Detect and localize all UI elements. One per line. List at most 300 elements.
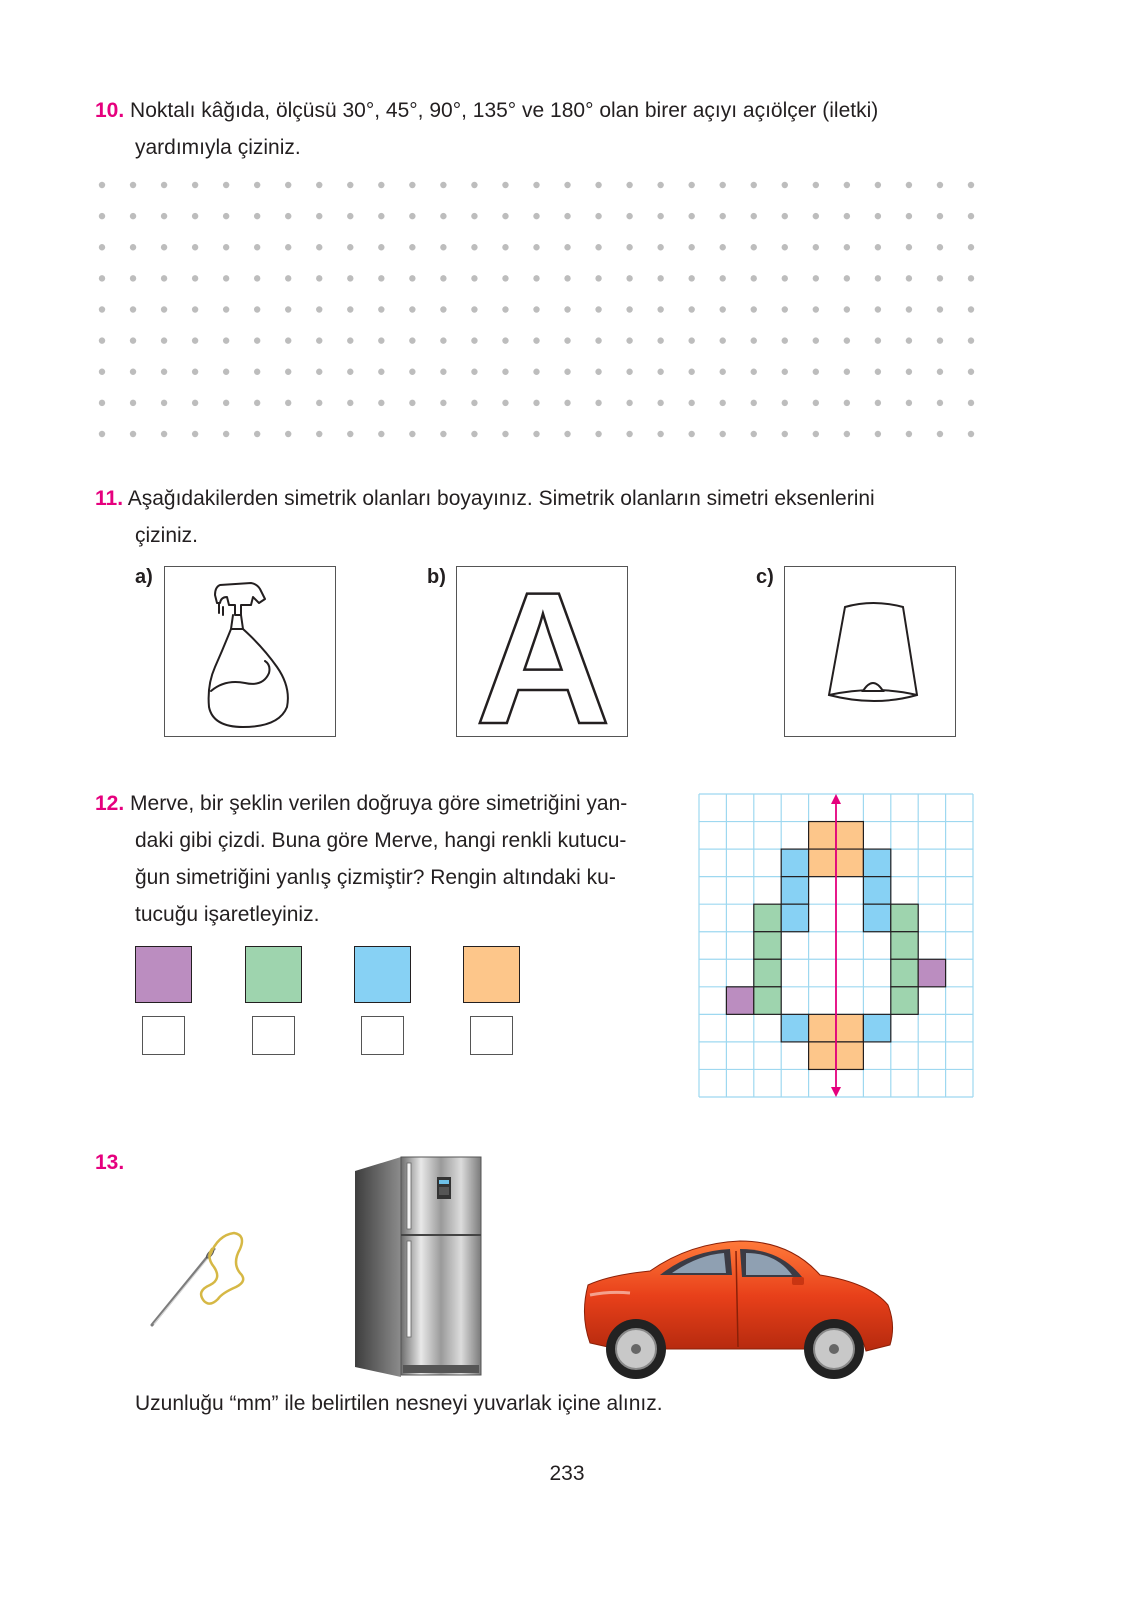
dot <box>502 244 508 250</box>
dot <box>161 213 167 219</box>
dot <box>968 400 974 406</box>
grid-cell-orange <box>809 1042 836 1070</box>
grid-cell-green <box>891 959 918 987</box>
dot <box>564 306 570 312</box>
dot <box>937 306 943 312</box>
checkbox-purple[interactable] <box>142 1016 185 1055</box>
dot <box>844 400 850 406</box>
option-a-label: a) <box>135 566 153 588</box>
dot <box>906 275 912 281</box>
dot <box>626 431 632 437</box>
dot <box>688 431 694 437</box>
dot <box>223 306 229 312</box>
dot <box>316 244 322 250</box>
swatch-green <box>245 946 302 1003</box>
dot <box>192 337 198 343</box>
dot <box>471 431 477 437</box>
dot <box>782 400 788 406</box>
dot <box>813 369 819 375</box>
dot <box>161 306 167 312</box>
dot <box>844 306 850 312</box>
dot <box>657 244 663 250</box>
dot <box>844 275 850 281</box>
swatch-purple <box>135 946 192 1003</box>
dot <box>471 182 477 188</box>
dot <box>285 431 291 437</box>
dot <box>844 244 850 250</box>
dot <box>937 275 943 281</box>
dot <box>254 275 260 281</box>
dot <box>161 275 167 281</box>
dot <box>409 244 415 250</box>
dot <box>906 182 912 188</box>
dot <box>720 369 726 375</box>
dot <box>688 337 694 343</box>
dot <box>564 182 570 188</box>
dot <box>968 337 974 343</box>
grid-cell-green <box>891 987 918 1015</box>
dot <box>347 244 353 250</box>
dot <box>657 337 663 343</box>
dot <box>875 244 881 250</box>
dot <box>720 275 726 281</box>
dot <box>688 369 694 375</box>
q12-line3: ğun simetriğini yanlış çizmiştir? Rengin altındaki ku- <box>135 866 616 889</box>
dot <box>906 306 912 312</box>
q10-number: 10. <box>95 99 125 122</box>
dot <box>751 431 757 437</box>
dot <box>130 369 136 375</box>
dot <box>751 337 757 343</box>
dot <box>906 244 912 250</box>
dot <box>99 400 105 406</box>
refrigerator-icon[interactable] <box>355 1155 483 1380</box>
dot <box>720 244 726 250</box>
dot <box>502 306 508 312</box>
dot <box>502 431 508 437</box>
dot <box>130 244 136 250</box>
grid-cell-green <box>754 959 781 987</box>
dot <box>657 275 663 281</box>
dot <box>813 182 819 188</box>
dot <box>626 369 632 375</box>
dot <box>844 182 850 188</box>
q11-header <box>95 480 875 517</box>
dot <box>782 369 788 375</box>
dot <box>409 182 415 188</box>
dot <box>968 244 974 250</box>
dot <box>502 369 508 375</box>
dot <box>378 431 384 437</box>
dot <box>223 182 229 188</box>
dot <box>347 337 353 343</box>
dot <box>813 244 819 250</box>
dot <box>99 275 105 281</box>
grid-cell-orange <box>809 1014 836 1042</box>
dot <box>937 213 943 219</box>
dot <box>564 369 570 375</box>
dot <box>782 337 788 343</box>
dot <box>378 275 384 281</box>
dot <box>223 244 229 250</box>
dot <box>906 369 912 375</box>
dot <box>968 182 974 188</box>
dot <box>130 431 136 437</box>
dot <box>720 306 726 312</box>
option-b-label: b) <box>427 566 446 588</box>
dot <box>285 306 291 312</box>
dot <box>720 182 726 188</box>
dot <box>347 306 353 312</box>
dot <box>440 213 446 219</box>
red-car-icon[interactable] <box>580 1235 898 1385</box>
dot <box>316 182 322 188</box>
dot <box>688 244 694 250</box>
dot <box>626 213 632 219</box>
grid-cell-orange <box>836 849 863 877</box>
dot <box>751 213 757 219</box>
dot <box>378 369 384 375</box>
grid-cell-orange <box>809 849 836 877</box>
dot <box>316 431 322 437</box>
dot <box>502 337 508 343</box>
dot <box>844 431 850 437</box>
dot <box>99 213 105 219</box>
dot <box>502 275 508 281</box>
dot <box>192 306 198 312</box>
dot <box>657 369 663 375</box>
dot <box>720 213 726 219</box>
dot <box>782 213 788 219</box>
dot <box>347 275 353 281</box>
dot <box>378 182 384 188</box>
dot <box>409 369 415 375</box>
dot <box>906 431 912 437</box>
dot <box>782 431 788 437</box>
dot <box>626 275 632 281</box>
dot <box>968 369 974 375</box>
dot <box>906 337 912 343</box>
dot <box>626 182 632 188</box>
q13-number: 13. <box>95 1151 125 1174</box>
dot <box>782 244 788 250</box>
dot <box>688 213 694 219</box>
dot <box>254 182 260 188</box>
dot <box>471 400 477 406</box>
dot <box>161 182 167 188</box>
dot <box>751 306 757 312</box>
dot <box>968 306 974 312</box>
dot <box>937 400 943 406</box>
dot <box>316 306 322 312</box>
dot <box>192 431 198 437</box>
dot <box>564 431 570 437</box>
dot <box>720 431 726 437</box>
dot <box>875 306 881 312</box>
dot <box>409 337 415 343</box>
dot <box>844 213 850 219</box>
dot <box>254 306 260 312</box>
dot <box>440 400 446 406</box>
grid-cell-orange <box>836 822 863 850</box>
dot <box>595 337 601 343</box>
dot <box>595 244 601 250</box>
dot <box>875 400 881 406</box>
dot <box>564 275 570 281</box>
dot <box>99 182 105 188</box>
q12-number: 12. <box>95 792 125 815</box>
q11-text-line1: Aşağıdakilerden simetrik olanları boyayınız. Simetrik olanların simetri eksenlerini <box>127 487 875 510</box>
dot <box>378 244 384 250</box>
dot <box>192 244 198 250</box>
dot <box>378 306 384 312</box>
dot <box>254 337 260 343</box>
dot <box>130 213 136 219</box>
dot <box>875 337 881 343</box>
dot <box>502 182 508 188</box>
dot <box>409 275 415 281</box>
option-c-frame[interactable] <box>784 566 956 737</box>
dot <box>161 400 167 406</box>
swatch-orange <box>463 946 520 1003</box>
dot <box>813 275 819 281</box>
dot <box>130 182 136 188</box>
dot <box>316 337 322 343</box>
dot <box>626 244 632 250</box>
dot <box>937 369 943 375</box>
dot <box>130 275 136 281</box>
dot <box>285 400 291 406</box>
dot <box>720 337 726 343</box>
dot <box>844 369 850 375</box>
dot <box>378 337 384 343</box>
q12-line4: tucuğu işaretleyiniz. <box>135 903 320 926</box>
grid-cell-blue <box>863 1014 890 1042</box>
dot <box>161 369 167 375</box>
dot <box>595 431 601 437</box>
dot <box>223 275 229 281</box>
dot <box>471 213 477 219</box>
dot <box>782 182 788 188</box>
grid-cell-blue <box>863 904 890 932</box>
dot <box>688 275 694 281</box>
dot <box>813 400 819 406</box>
dot <box>595 182 601 188</box>
dot <box>564 337 570 343</box>
grid-cell-purple <box>726 987 753 1015</box>
dot <box>657 213 663 219</box>
q12-line1: 12. Merve, bir şeklin verilen doğruya göre simetriğini yan- <box>95 792 628 815</box>
needle-thread-icon[interactable] <box>148 1225 258 1335</box>
option-a-frame[interactable] <box>164 566 336 737</box>
dot <box>595 306 601 312</box>
dot <box>751 369 757 375</box>
dot <box>223 431 229 437</box>
dot <box>316 400 322 406</box>
dot <box>285 337 291 343</box>
dot <box>254 369 260 375</box>
dot <box>626 337 632 343</box>
dot <box>502 400 508 406</box>
option-c-label: c) <box>756 566 774 588</box>
dot <box>192 182 198 188</box>
dot <box>254 431 260 437</box>
dot <box>751 275 757 281</box>
dot <box>595 275 601 281</box>
dot <box>440 182 446 188</box>
grid-cell-blue <box>863 877 890 905</box>
checkbox-orange[interactable] <box>470 1016 513 1055</box>
dot <box>161 244 167 250</box>
dot <box>533 337 539 343</box>
grid-cell-blue <box>863 849 890 877</box>
option-b-frame[interactable] <box>456 553 628 763</box>
q11-number: 11. <box>95 487 124 510</box>
dot <box>657 182 663 188</box>
dot <box>378 400 384 406</box>
dot <box>751 400 757 406</box>
dot <box>285 182 291 188</box>
q12-text <box>95 785 685 933</box>
dot <box>409 213 415 219</box>
grid-cell-green <box>891 932 918 960</box>
dot <box>688 306 694 312</box>
dot <box>347 213 353 219</box>
grid-cell-green <box>754 987 781 1015</box>
spray-bottle-icon <box>165 567 337 738</box>
dot <box>533 213 539 219</box>
dot <box>99 306 105 312</box>
dot <box>223 369 229 375</box>
dot <box>813 337 819 343</box>
grid-cell-blue <box>781 904 808 932</box>
dot <box>130 400 136 406</box>
dot <box>533 400 539 406</box>
grid-cell-purple <box>918 959 945 987</box>
grid-cell-blue <box>781 849 808 877</box>
letter-a-text: A <box>475 553 611 763</box>
dot <box>751 244 757 250</box>
dot <box>440 244 446 250</box>
dot <box>937 431 943 437</box>
dot <box>285 275 291 281</box>
dot-paper[interactable] <box>0 0 1134 460</box>
dot <box>409 400 415 406</box>
dot <box>316 213 322 219</box>
dot <box>533 431 539 437</box>
dot <box>875 275 881 281</box>
dot <box>254 244 260 250</box>
dot <box>409 431 415 437</box>
dot <box>906 213 912 219</box>
dot <box>657 431 663 437</box>
dot <box>223 400 229 406</box>
dot <box>192 369 198 375</box>
dot <box>533 182 539 188</box>
dot <box>440 337 446 343</box>
dot <box>968 431 974 437</box>
dot <box>285 244 291 250</box>
dot <box>316 369 322 375</box>
dot <box>844 337 850 343</box>
dot <box>595 213 601 219</box>
letter-a-outline <box>457 553 629 763</box>
grid-cell-green <box>891 904 918 932</box>
dot <box>968 275 974 281</box>
dot <box>161 431 167 437</box>
dot <box>347 369 353 375</box>
dot <box>533 369 539 375</box>
dot <box>223 213 229 219</box>
dot <box>875 182 881 188</box>
dot <box>751 182 757 188</box>
dot <box>626 400 632 406</box>
dot <box>595 369 601 375</box>
dot <box>533 306 539 312</box>
q10-text-line2: yardımıyla çiziniz. <box>135 136 301 159</box>
dot <box>254 213 260 219</box>
dot <box>347 182 353 188</box>
dot <box>533 275 539 281</box>
dot <box>316 275 322 281</box>
dot <box>161 337 167 343</box>
dot <box>502 213 508 219</box>
dot <box>99 369 105 375</box>
dot <box>937 182 943 188</box>
grid-cell-blue <box>781 1014 808 1042</box>
dot <box>471 275 477 281</box>
dot <box>564 213 570 219</box>
dot <box>688 182 694 188</box>
dot <box>657 306 663 312</box>
dot <box>875 213 881 219</box>
dot <box>782 275 788 281</box>
checkbox-green[interactable] <box>252 1016 295 1055</box>
dot <box>657 400 663 406</box>
dot <box>192 400 198 406</box>
q10-text-line1: Noktalı kâğıda, ölçüsü 30°, 45°, 90°, 135° ve 180° olan birer açıyı açıölçer (iletki) <box>130 99 879 122</box>
dot <box>471 244 477 250</box>
page-number: 233 <box>549 1462 585 1485</box>
dot <box>471 337 477 343</box>
dot <box>192 275 198 281</box>
dot <box>471 369 477 375</box>
dot <box>440 369 446 375</box>
dot <box>875 431 881 437</box>
dot <box>130 306 136 312</box>
checkbox-blue[interactable] <box>361 1016 404 1055</box>
dot <box>595 400 601 406</box>
dot <box>440 431 446 437</box>
dot <box>347 400 353 406</box>
dot <box>223 337 229 343</box>
dot <box>626 306 632 312</box>
dot <box>99 337 105 343</box>
dot <box>347 431 353 437</box>
lamp-shade-icon <box>785 567 957 738</box>
dot <box>875 369 881 375</box>
dot <box>564 244 570 250</box>
dot <box>968 213 974 219</box>
dot <box>99 431 105 437</box>
q11-text-line2: çiziniz. <box>135 524 199 547</box>
dot <box>409 306 415 312</box>
dot <box>533 244 539 250</box>
dot <box>813 306 819 312</box>
dot <box>782 306 788 312</box>
dot <box>285 213 291 219</box>
swatch-blue <box>354 946 411 1003</box>
